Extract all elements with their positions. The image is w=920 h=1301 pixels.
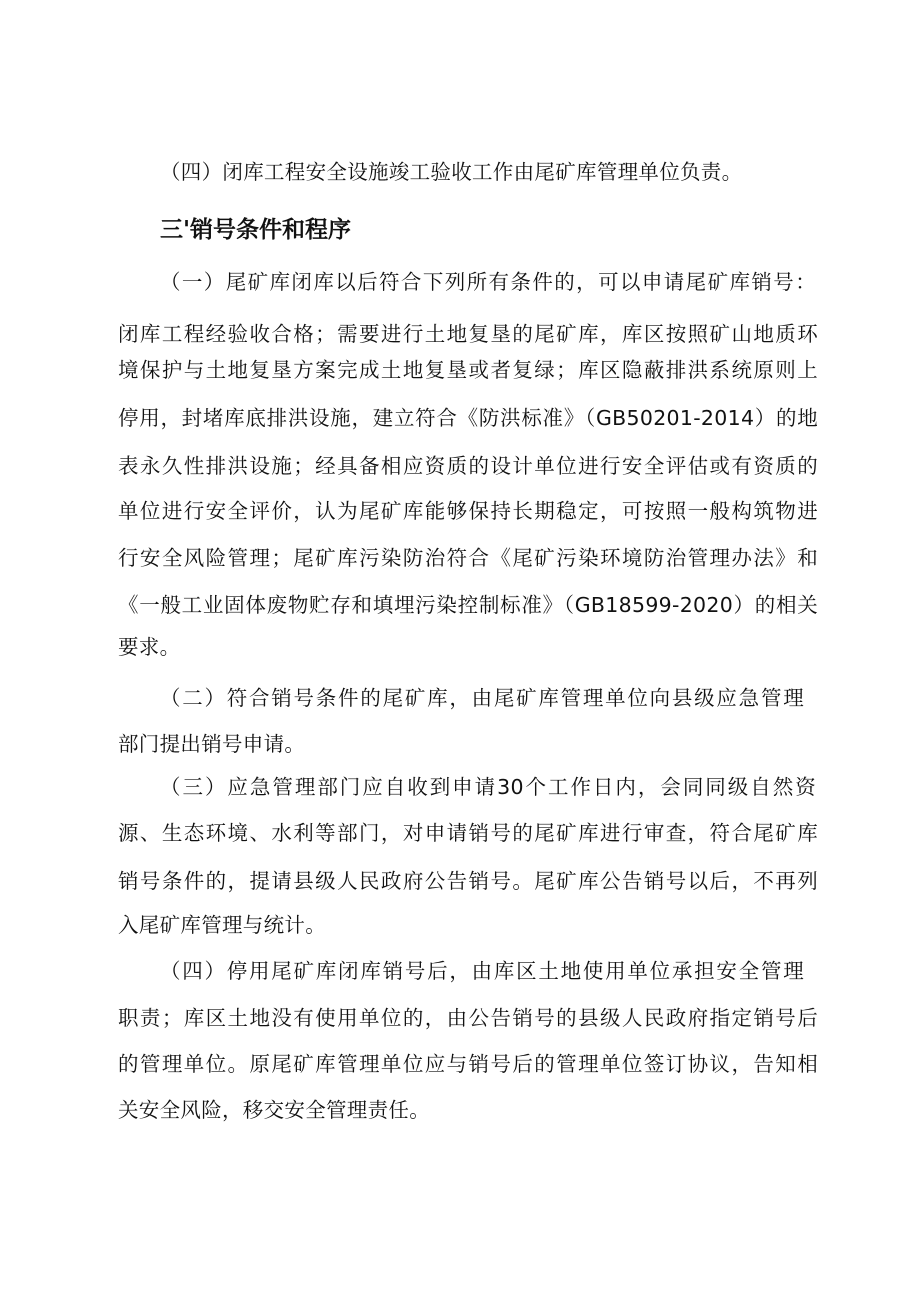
paragraph-line: 关安全风险，移交安全管理责任。 [118, 1098, 430, 1122]
paragraph-line: （二）符合销号条件的尾矿库，由尾矿库管理单位向县级应急管理 [160, 686, 804, 710]
paragraph-line: 入尾矿库管理与统计。 [118, 913, 326, 937]
paragraph-line: 闭库工程经验收合格；需要进行土地复垦的尾矿库，库区按照矿山地质环 [118, 322, 818, 346]
paragraph-line: 《一般工业固体废物贮存和填埋污染控制标准》（GB18599-2020）的相关 [118, 593, 818, 617]
paragraph-line: 职责；库区土地没有使用单位的，由公告销号的县级人民政府指定销号后 [118, 1006, 818, 1030]
section-heading: 三'销号条件和程序 [160, 217, 352, 243]
paragraph-line: 境保护与土地复垦方案完成土地复垦或者复绿；库区隐蔽排洪系统原则上 [118, 358, 818, 382]
paragraph-line: 源、生态环境、水利等部门，对申请销号的尾矿库进行审查，符合尾矿库 [118, 821, 818, 845]
paragraph-line: 的管理单位。原尾矿库管理单位应与销号后的管理单位签订协议，告知相 [118, 1052, 818, 1076]
paragraph-line: 表永久性排洪设施；经具备相应资质的设计单位进行安全评估或有资质的 [118, 454, 818, 478]
paragraph-line: 要求。 [118, 635, 181, 659]
paragraph-line: （四）闭库工程安全设施竣工验收工作由尾矿库管理单位负责。 [160, 160, 743, 184]
paragraph-line: （三）应急管理部门应自收到申请30个工作日内，会同同级自然资 [160, 775, 816, 799]
paragraph-line: 部门提出销号申请。 [118, 732, 306, 756]
paragraph-line: 销号条件的，提请县级人民政府公告销号。尾矿库公告销号以后，不再列 [118, 869, 818, 893]
paragraph-line: （一）尾矿库闭库以后符合下列所有条件的，可以申请尾矿库销号： [160, 270, 816, 294]
paragraph-line: 单位进行安全评价，认为尾矿库能够保持长期稳定，可按照一般构筑物进 [118, 499, 818, 523]
paragraph-line: 行安全风险管理；尾矿库污染防治符合《尾矿污染环境防治管理办法》和 [118, 546, 818, 570]
paragraph-line: （四）停用尾矿库闭库销号后，由库区土地使用单位承担安全管理 [160, 959, 804, 983]
paragraph-line: 停用，封堵库底排洪设施，建立符合《防洪标准》（GB50201-2014）的地 [118, 406, 818, 430]
